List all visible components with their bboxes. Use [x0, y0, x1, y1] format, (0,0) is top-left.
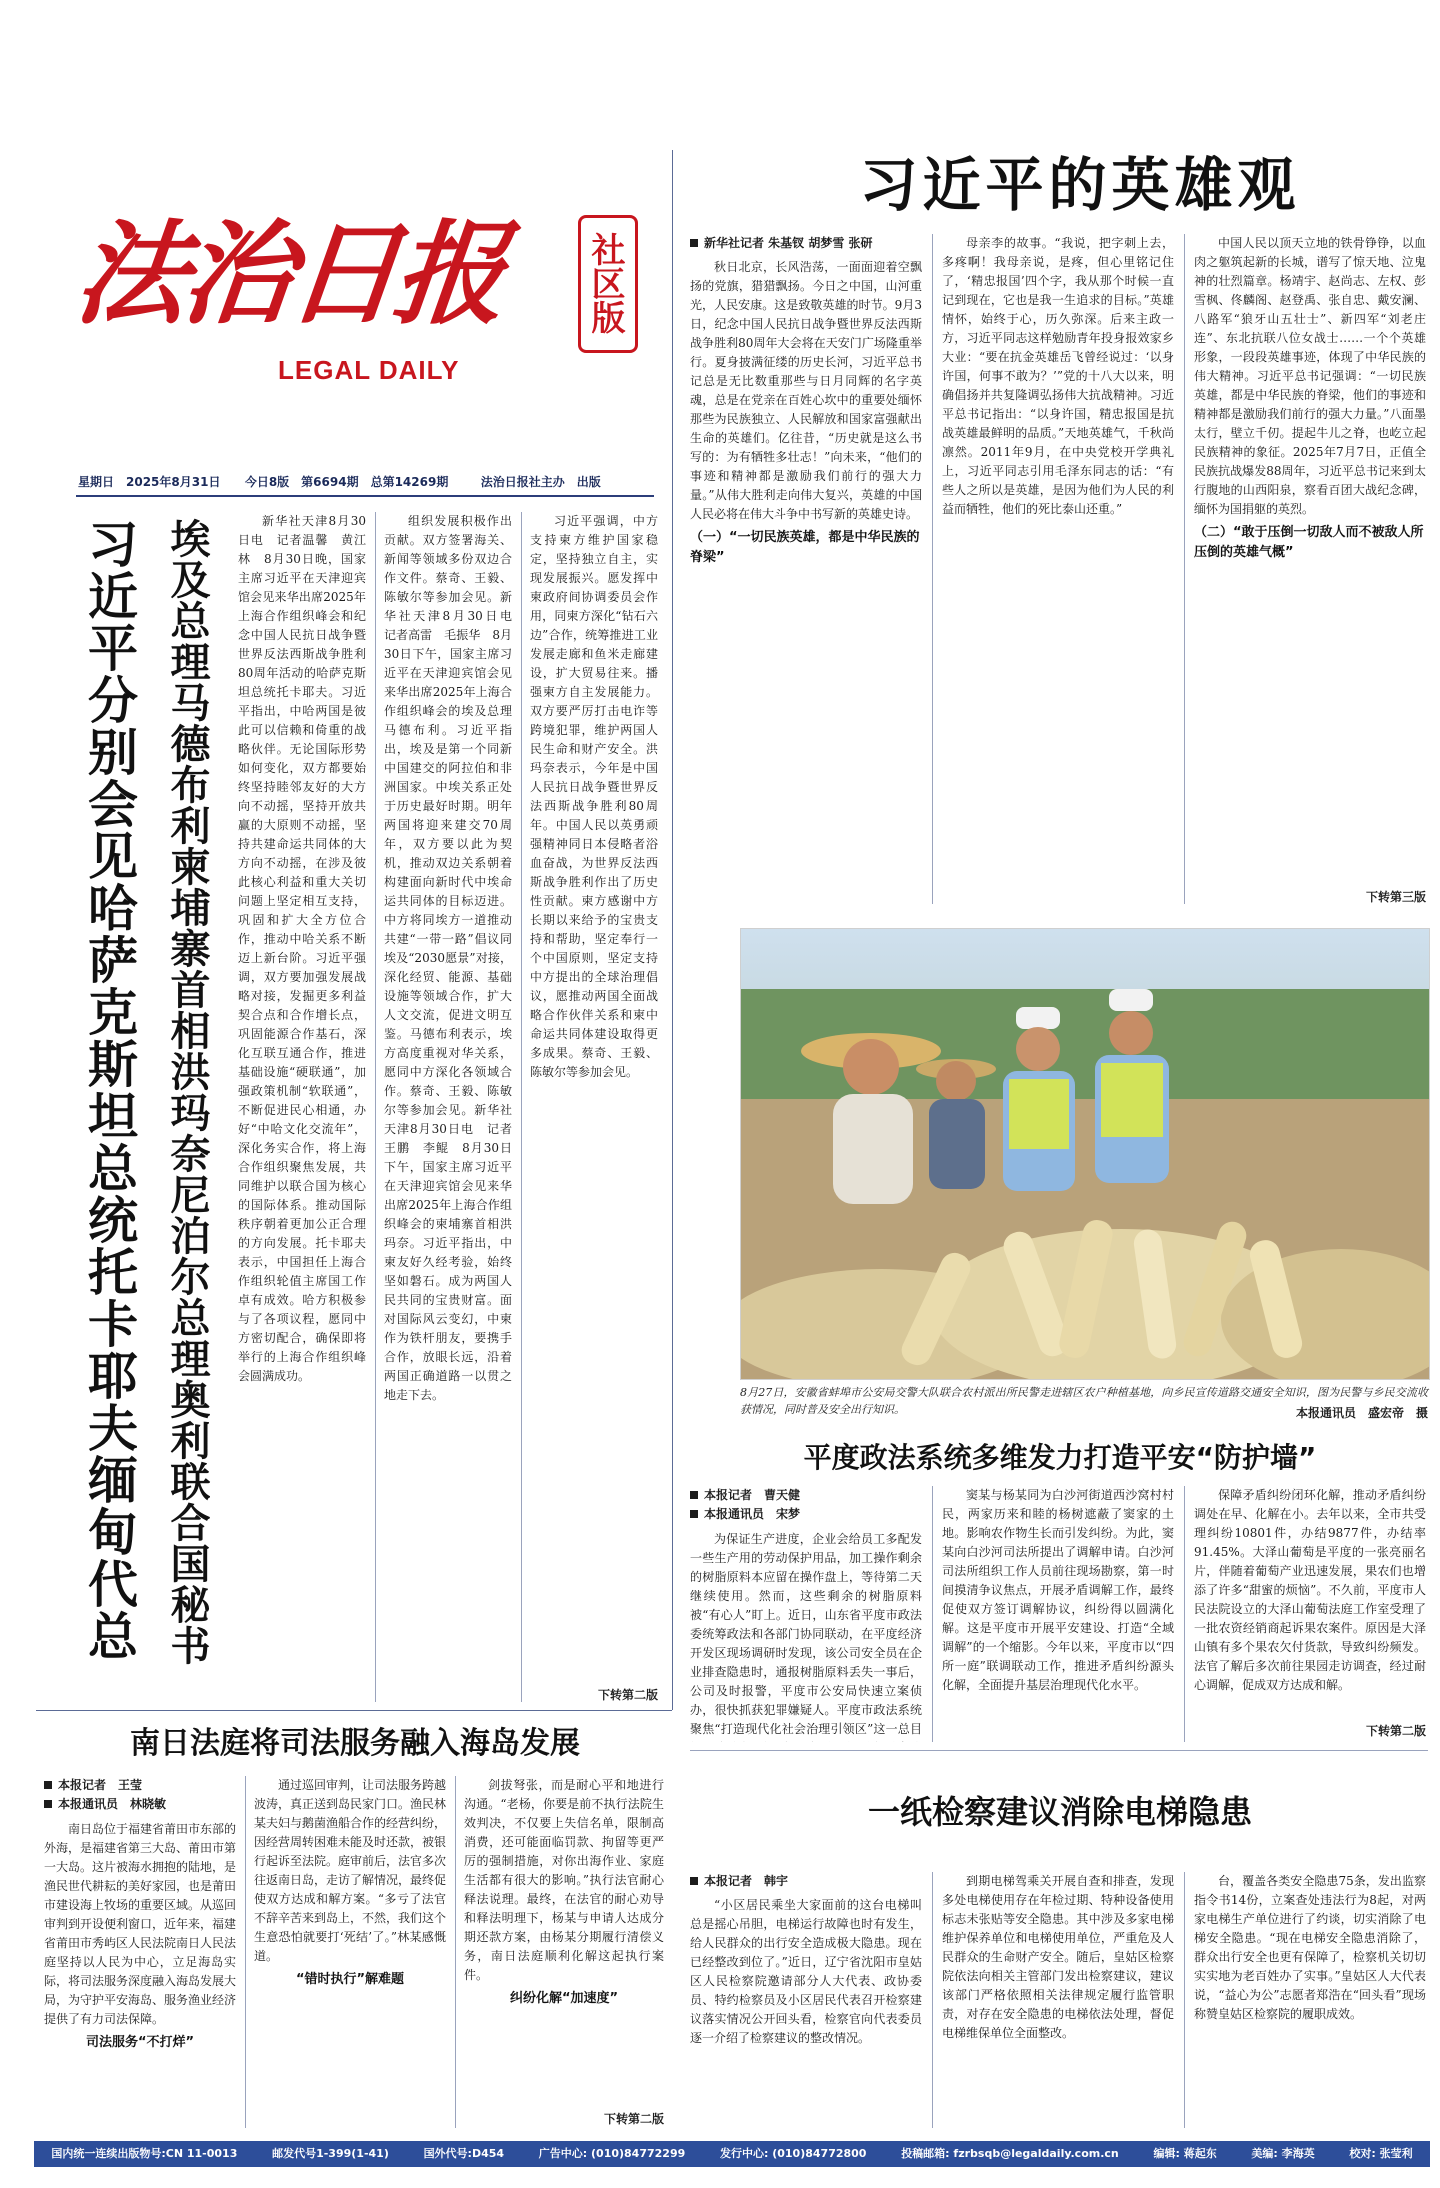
footer-foreign: 国外代号:D454	[423, 2147, 505, 2160]
masthead	[69, 205, 636, 465]
elevator-byline: 本报记者 韩宇	[690, 1872, 922, 1891]
footer-ad: 广告中心: (010)84772299	[538, 2147, 686, 2160]
hero-text-3: 中国人民以顶天立地的铁骨铮铮，以血肉之躯筑起新的长城，谱写了惊天地、泣鬼神的壮烈篇章。杨靖宇、赵尚志、左权、彭雪枫、佟麟阁、赵登禹、张自忠、戴安澜、八路军“狼牙山五壮士”、新四军“刘老庄连”、东北抗联八位女战士……一个个英雄形象，一段段英雄事迹，体现了中华民族的伟大精神。习近平总书记强调：“一切民族英雄，都是中华民族的脊梁，他们的事迹和精神都是激励我们前行的强大力量。”八面墨太行，壁立千仞。提起牛儿之脊，也屹立起民族精神的象征。2025年7月7日，正值全民族抗战爆发88周年，习近平总书记来到太行腹地的山西阳泉，察看百团大战纪念碑，缅怀为国捐躯的英烈。	[1194, 236, 1426, 516]
nanri-subheading-1: 司法服务“不打烊”	[85, 2035, 195, 2050]
elevator-text-1: “小区居民乘坐大家面前的这台电梯叫总是摇心吊胆，电梯运行故障也时有发生，给人民群众的出行安全造成极大隐患。现在已经整改到位了。”近日，辽宁省沈阳市皇姑区人民检察院邀请部分人大代表、政协委员、特约检察员及小区居民代表召开检察建议落实情况公开回头看，检察官向代表委员逐一介绍了检察建议的整改情况。	[690, 1898, 922, 2045]
nanri-subheading-3: 纠纷化解“加速度”	[509, 1991, 619, 2006]
divider	[932, 1872, 933, 2128]
divider	[1184, 1872, 1185, 2128]
footer-bar	[34, 2141, 1430, 2167]
nanri-subheading-2: “错时执行”解难题	[295, 1972, 405, 1987]
lead-text-3: 习近平强调，中方支持柬方维护国家稳定，坚持独立自主，实现发展振兴。愿发挥中柬政府间协调委员会作用，同柬方深化“钻石六边”合作，统筹推进工业发展走廊和鱼米走廊建设，扩大贸易往来。播强柬方自主发展能力。双方要严厉打击电诈等跨境犯罪，维护两国人民生命和财产安全。洪玛奈表示，今年是中国人民抗日战争暨世界反法西斯战争胜利80周年。中国人民以英勇顽强精神同日本侵略者浴血奋战，为世界反法西斯战争胜利作出了历史性贡献。柬方感谢中方长期以来给予的宝贵支持和帮助，坚定奉行一个中国原则，坚定支持中方提出的全球治理倡议，愿推动两国全面战略合作伙伴关系和柬中命运共同体建设取得更多成果。蔡奇、王毅、陈敏尔等参加会见。	[530, 514, 658, 1079]
square-bullet-icon	[690, 1510, 698, 1518]
elevator-column-3	[1194, 1872, 1426, 2130]
hero-column-2	[942, 234, 1174, 910]
elevator-text-3: 台，覆盖各类安全隐患75条，发出监察指令书14份，立案查处违法行为8起，对两家电梯生产单位进行了约谈，切实消除了电梯安全隐患。“现在电梯安全隐患消除了，群众出行安全也更有保障了，检察机关切切实实地为老百姓办了实事。”皇姑区人大代表说，“益心为公”志愿者郑浩在“回头看”现场称赞皇姑区检察院的履职成效。	[1194, 1874, 1426, 2021]
article-nanri-title: 南日法庭将司法服务融入海岛发展	[130, 1726, 580, 1761]
hero-subheading-2: （二）“敢于压倒一切敌人而不被敌人所压倒的英雄气概”	[1194, 525, 1424, 560]
photo-caption-text: 8月27日，安徽省蚌埠市公安局交警大队联合农村派出所民警走进辖区农户种植基地，向乡民宣传道路交通安全知识，图为民警与乡民交流收获情况，同时普及安全出行知识。	[740, 1386, 1428, 1416]
hero-byline: 新华社记者 朱基钗 胡梦雪 张研	[690, 234, 990, 253]
lead-headline-line2: 埃及总理马德布利柬埔寨首相洪玛奈尼泊尔总理奥利联合国秘书	[164, 518, 210, 1666]
divider	[375, 512, 376, 1702]
publisher: 法治日报社主办 出版	[480, 475, 601, 489]
pingan-column-2	[942, 1486, 1174, 1742]
footer-editor: 编辑: 蒋起东	[1153, 2147, 1217, 2160]
article-elevator-title: 一纸检察建议消除电梯隐患	[867, 1793, 1252, 1831]
divider	[932, 1486, 933, 1742]
square-bullet-icon	[44, 1781, 52, 1789]
pingan-text-1: 为保证生产进度，企业会给员工多配发一些生产用的劳动保护用品，加工操作剩余的树脂原料本应留在操作盘上，等待第二天继续使用。然而，这些剩余的树脂原料被“有心人”盯上。近日，山东省平度市政法委统筹政法和各部门协同联动，在平度经济开发区现场调研时发现，该公司安全员在企业排查隐患时，通报树脂原料丢失一事后，公司及时报警，平度市公安局快速立案侦办，很快抓获犯罪嫌疑人。平度市政法系统聚焦“打造现代化社会治理引领区”这一总目	[690, 1532, 922, 1736]
masthead-title: 法治日报	[69, 209, 507, 340]
divider	[36, 1710, 672, 1711]
pingan-column-1	[690, 1530, 922, 1742]
divider	[932, 234, 933, 904]
hero-text-2: 母亲李的故事。“我说，把字刺上去，多疼啊！我母亲说，是疼，但心里铭记住了，‘精忠报国’四个字，我从那个时候一直记到现在，它也是我一生追求的目标。”英雄情怀，始终于心，历久弥深。后来主政一方，习近平同志这样勉励青年投身报效家乡大业：“要在抗金英雄岳飞曾经说过：‘以身许国，何事不敢为？’”党的十八大以来，明确倡扬并共复隆调弘扬伟大抗战精神。习近平总书记指出：“以身许国，精忠报国是抗战英雄最鲜明的品质。”天地英雄气，千秋尚凛然。2011年9月，在中央党校开学典礼上，习近平同志引用毛泽东同志的话：“有些人之所以是英雄，是因为他们为人民的利益而牺牲，他们的死比泰山还重。”	[942, 236, 1174, 516]
nanri-text-2: 通过巡回审判，让司法服务跨越波涛，真正送到岛民家门口。渔民林某夫妇与鹅菌渔船合作的经营纠纷，因经营周转困难未能及时还款，被银行起诉至法院。庭审前后，法官多次往返南日岛，走访了解情况，最终促使双方达成和解方案。“多亏了法官不辞辛苦来到岛上，不然，我们这个生意恐怕就要打‘死结’了。”林某感慨道。	[254, 1778, 446, 1963]
footer-postal: 邮发代号1-399(1-41)	[272, 2147, 389, 2160]
nanri-bylines: 本报记者 王莹 本报通讯员 林晓敏	[44, 1776, 234, 1814]
hero-subheading-1: （一）“一切民族英雄，都是中华民族的脊梁”	[690, 530, 920, 565]
square-bullet-icon	[690, 1491, 698, 1499]
divider	[690, 1750, 1428, 1751]
pingan-bylines: 本报记者 曹天健 本报通讯员 宋梦	[690, 1486, 922, 1524]
nanri-continued: 下转第二版	[603, 2112, 664, 2126]
masthead-english: LEGAL DAILY	[278, 355, 460, 385]
pingan-text-3: 保障矛盾纠纷闭环化解，推动矛盾纠纷调处在早、化解在小。去年以来，全市共受理纠纷10801件，办结9877件，办结率91.45%。大泽山葡萄是平度的一张亮丽名片，伴随着葡萄产业迅速发展，果农们也增添了许多“甜蜜的烦恼”。不久前，平度市人民法院设立的大泽山葡萄法庭工作室受理了一批农资经销商起诉果农案件。原因是大泽山镇有多个果农欠付货款，导致纠纷频发。法官了解后多次前往果园走访调查，经过耐心调解，促成双方达成和解。	[1194, 1488, 1426, 1692]
headline-heroes: 习近平的英雄观	[859, 151, 1301, 219]
issue-pages: 今日8版 第6694期 总第14269期	[244, 475, 449, 489]
lead-text-1: 新华社天津8月30日电 记者温馨 黄江林 8月30日晚，国家主席习近平在天津迎宾馆会见来华出席2025年上海合作组织峰会和纪念中国人民抗日战争暨世界反法西斯战争胜利80周年活动的哈萨克斯坦总统托卡耶夫。习近平指出，中哈两国是彼此可以信赖和倚重的战略伙伴。无论国际形势如何变化，双方都要始终坚持睦邻友好的大方向不动摇，坚持开放共赢的大原则不动摇，坚持共建命运共同体的大方向不动摇，在涉及彼此核心利益和重大关切问题上坚定相互支持，巩固和扩大全方位合作，推动中哈关系不断迈上新台阶。习近平强调，双方要加强发展战略对接，发掘更多利益契合点和合作增长点，巩固能源合作基石，深化互联互通合作，推进基础设施“硬联通”，加强政策机制“软联通”，不断促进民心相通，办好“中哈文化交流年”，深化务实合作，将上海合作组织聚焦发展，共同维护以联合国为核心的国际体系。推动国际秩序朝着更加公正合理的方向发展。托卡耶夫表示，中国担任上海合作组织轮值主席国工作卓有成效。哈方积极参与了各项议程，愿同中方密切配合，确保即将举行的上海合作组织峰会圆满成功。	[238, 514, 366, 1383]
divider	[521, 512, 522, 1702]
hero-column-1	[690, 258, 922, 910]
news-photo	[740, 928, 1430, 1380]
hero-text-1: 秋日北京，长风浩荡，一面面迎着空飘扬的党旗，猎猎飘扬。今日之中国，山河重光，人民安康。这是致敬英雄的时节。9月3日，纪念中国人民抗日战争暨世界反法西斯战争胜利80周年大会将在天安门广场隆重举行。夏身披满征缕的历史长河，习近平总书记总是无比数重那些与日月同辉的名字英魂，总是在党亲在百姓心坎中的重要处缅怀那些为民族独立、人民解放和国家富强献出生命的英雄们。亿往昔，“历史就是这么书写的：为有牺牲多壮志！”向未来，“他们的事迹和精神都是激励我们前行的强大力量。”从伟大胜利走向伟大复兴，英雄的中国人民必将在伟大斗争中书写新的英雄史诗。	[690, 260, 922, 521]
pingan-column-3	[1194, 1486, 1426, 1718]
nanri-column-2	[254, 1776, 446, 2130]
footer-distribution: 发行中心: (010)84772800	[719, 2147, 867, 2160]
pingan-text-2: 窦某与杨某同为白沙河街道西沙窝村村民，两家历来和睦的杨树遮蔽了窦家的土地。影响农作物生长而引发纠纷。为此，窦某向白沙河司法所提出了调解申请。白沙河司法所组织工作人员前往现场勘察，第一时间摸清争议焦点，开展矛盾调解工作，最终促使双方签订调解协议，纠纷得以圆满化解。这是平度市开展平安建设、打造“全域调解”的一个缩影。今年以来，平度市以“四所一庭”联调联动工作，推进矛盾纠纷源头化解，全面提升基层治理现代化水平。	[942, 1488, 1174, 1692]
lead-column-2	[384, 512, 512, 1707]
nanri-text-3: 剑拔弩张，而是耐心平和地进行沟通。“老杨，你要是前不执行法院生效判决，不仅要上失信名单，限制高消费，还可能面临罚款、拘留等更严厉的强制措施，对你出海作业、家庭生活都有很大的影响。”执行法官耐心释法说理。最终，在法官的耐心劝导和释法明理下，杨某与申请人达成分期还款方案，由杨某分期履行清偿义务，南日法庭顺利化解这起执行案件。	[464, 1778, 664, 1982]
masthead-badge-text: 社区版	[585, 232, 625, 334]
masthead-rule	[76, 495, 654, 497]
issue-date: 星期日 2025年8月31日	[78, 475, 221, 489]
elevator-text-2: 到期电梯驾乘关开展自查和排查，发现多处电梯使用存在年检过期、特种设备使用标志未张贴等安全隐患。其中涉及多家电梯维护保养单位和电梯使用单位，严重危及人民群众的生命财产安全。随后，皇姑区检察院依法向相关主管部门发出检察建议，建议该部门严格依照相关法律规定履行监管职责，对存在安全隐患的电梯依法处理，督促电梯维保单位全面整改。	[942, 1874, 1174, 2040]
square-bullet-icon	[690, 1877, 698, 1885]
elevator-column-1	[690, 1896, 922, 2130]
divider	[672, 150, 673, 1710]
nanri-column-1	[44, 1820, 236, 2130]
footer-domestic: 国内统一连续出版物号:CN 11-0013	[51, 2147, 238, 2160]
hero-continued: 下转第三版	[1365, 890, 1426, 904]
hero-column-3	[1194, 234, 1426, 886]
farm-scene-photo	[741, 929, 1429, 1379]
lead-column-1	[238, 512, 366, 1707]
photo-credit: 本报通讯员 盛宏帝 摄	[1295, 1406, 1428, 1420]
divider	[245, 1776, 246, 2128]
masthead-info-bar	[78, 471, 648, 493]
square-bullet-icon	[44, 1800, 52, 1808]
divider	[1184, 1486, 1185, 1742]
square-bullet-icon	[690, 239, 698, 247]
footer-email: 投稿邮箱: fzrbsqb@legaldaily.com.cn	[901, 2147, 1119, 2160]
elevator-column-2	[942, 1872, 1174, 2130]
nanri-text-1: 南日岛位于福建省莆田市东部的外海，是福建省第三大岛、莆田市第一大岛。这片被海水拥抱的陆地，是渔民世代耕耘的美好家园，也是莆田市建设海上牧场的重要区域。从巡回审判到开设便利窗口，近年来，福建省莆田市秀屿区人民法院南日人民法庭坚持以人民为中心，立足海岛实际，将司法服务深度融入海岛发展大局，为守护平安海岛、服务渔业经济提供了有力司法保障。	[44, 1822, 236, 2026]
divider	[455, 1776, 456, 2128]
nanri-column-3	[464, 1776, 664, 2106]
lead-column-3	[530, 512, 658, 1684]
lead-continued: 下转第二版	[597, 1688, 658, 1702]
lead-headline-line1: 习近平分别会见哈萨克斯坦总统托卡耶夫缅甸代总	[80, 518, 138, 1662]
footer-art: 美编: 李海英	[1251, 2147, 1315, 2160]
lead-text-2: 组织发展积极作出贡献。双方签署海关、新闻等领域多份双边合作文件。蔡奇、王毅、陈敏尔等参加会见。新华社天津8月30日电 记者高雷 毛振华 8月30日下午，国家主席习近平在天津迎宾馆会见来华出席2025年上海合作组织峰会的埃及总理马德布利。习近平指出，埃及是第一个同新中国建交的阿拉伯和非洲国家。中埃关系正处于历史最好时期。明年两国将迎来建交70周年，双方要以此为契机，推动双边关系朝着构建面向新时代中埃命运共同体的目标迈进。中方将同埃方一道推动共建“一带一路”倡议同埃及“2030愿景”对接，深化经贸、能源、基础设施等领域合作，扩大人文交流，促进文明互鉴。马德布利表示，埃方高度重视对华关系，愿同中方深化各领域合作。蔡奇、王毅、陈敏尔等参加会见。新华社天津8月30日电 记者王鹏 李鲲 8月30日下午，国家主席习近平在天津迎宾馆会见来华出席2025年上海合作组织峰会的柬埔寨首相洪玛奈。习近平指出，中柬友好久经考验，始终坚如磐石。成为两国人民共同的宝贵财富。面对国际风云变幻，中柬作为铁杆朋友，要携手合作，放眼长远，沿着两国正确道路一以贯之地走下去。	[384, 514, 512, 1402]
divider	[1184, 234, 1185, 904]
article-pingan-title: 平度政法系统多维发力打造平安“防护墙”	[803, 1441, 1317, 1474]
footer-proof: 校对: 张莹利	[1349, 2147, 1413, 2160]
pingan-continued: 下转第二版	[1365, 1724, 1426, 1738]
